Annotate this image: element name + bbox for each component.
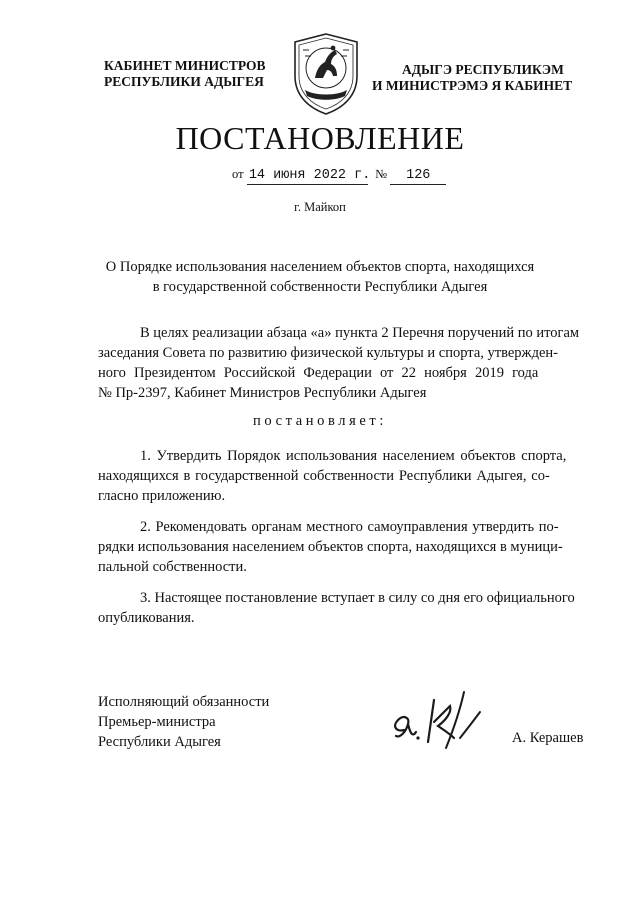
clause-line: пальной собственности. — [98, 559, 247, 575]
issuer-name-russian-line1: КАБИНЕТ МИНИСТРОВ — [104, 58, 266, 73]
clause-line: рядки использования населением объектов спорта, находящихся в муници- — [98, 539, 563, 555]
city-name: г. Майкоп — [294, 200, 346, 214]
date-number-line — [232, 166, 446, 185]
subject-line: в государственной собственности Республики Адыгея — [152, 279, 488, 295]
clause-2 — [98, 517, 584, 577]
signatory-position-line: Премьер-министра — [98, 714, 216, 730]
signatory-name: А. Керашев — [512, 730, 584, 746]
issuer-name-russian-line2: РЕСПУБЛИКИ АДЫГЕЯ — [104, 74, 264, 89]
issuer-name-adyghe — [372, 62, 572, 94]
clause-line: опубликования. — [98, 610, 195, 626]
issuer-name-adyghe-line1: АДЫГЭ РЕСПУБЛИКЭМ — [402, 62, 564, 77]
clause-1 — [98, 446, 584, 506]
clause-line: находящихся в государственной собственности Республики Адыгея, со- — [98, 468, 550, 484]
clause-line: 1. Утвердить Порядок использования населением объектов спорта, — [140, 448, 567, 464]
preamble-line: В целях реализации абзаца «а» пункта 2 Перечня поручений по итогам — [140, 325, 580, 341]
clause-3 — [98, 588, 584, 628]
preamble-line: заседания Совета по развитию физической культуры и спорта, утвержден- — [98, 345, 558, 361]
signatory-position-line: Исполняющий обязанности — [98, 694, 270, 710]
signatory-position-line: Республики Адыгея — [98, 734, 221, 750]
preamble-line — [98, 363, 584, 383]
clause-line: 2. Рекомендовать органам местного самоуправления утвердить по- — [140, 519, 559, 535]
number-label: № — [375, 167, 387, 181]
decree-word: постановляет: — [253, 413, 387, 429]
preamble-line-text: ного Президентом Российской Федерации от 22 ноября 2019 года — [98, 365, 539, 381]
issuer-name-russian — [104, 58, 266, 90]
signatory-position — [98, 692, 269, 752]
document-subject — [0, 257, 640, 297]
date-prefix: от — [232, 167, 244, 181]
document-number: 126 — [390, 168, 446, 185]
document-title: ПОСТАНОВЛЕНИЕ — [175, 120, 465, 156]
clause-line: 3. Настоящее постановление вступает в силу со дня его официального — [140, 590, 575, 606]
document-date: 14 июня 2022 г. — [248, 168, 371, 183]
subject-line: О Порядке использования населением объектов спорта, находящихся — [105, 259, 535, 275]
clause-line: гласно приложению. — [98, 488, 226, 504]
issuer-name-adyghe-line2: И МИНИСТРЭМЭ Я КАБИНЕТ — [372, 78, 573, 93]
preamble-line: № Пр-2397, Кабинет Министров Республики Адыгея — [98, 385, 427, 401]
handwritten-signature — [382, 686, 494, 750]
coat-of-arms-icon — [291, 32, 361, 116]
preamble-paragraph — [98, 323, 584, 403]
